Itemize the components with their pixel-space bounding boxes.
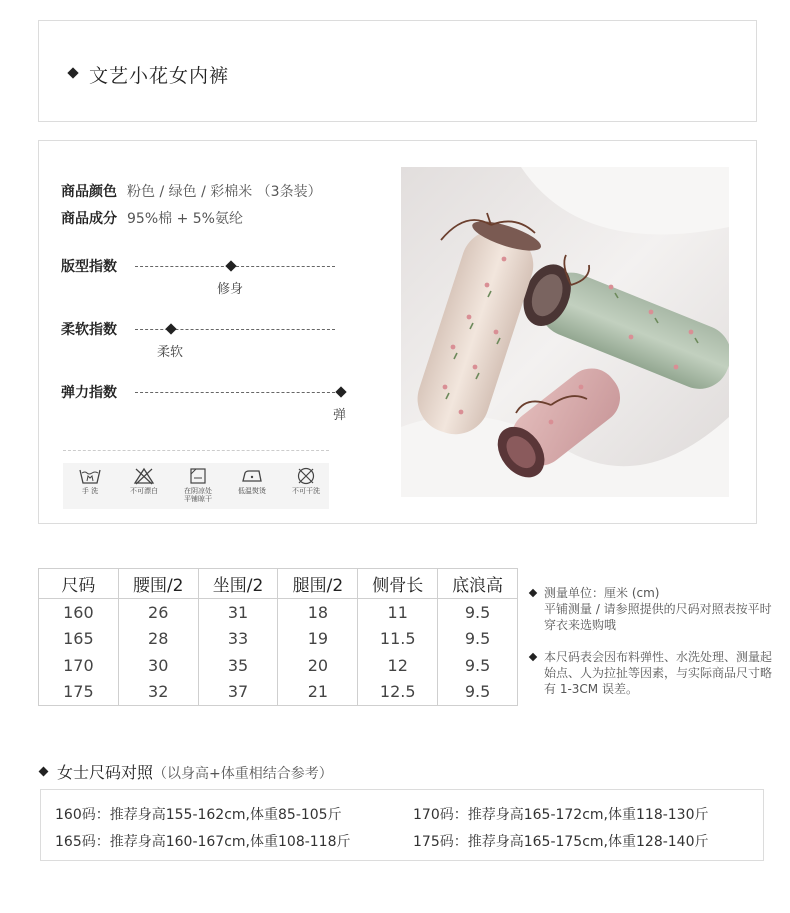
care-caption: 低温熨烫: [238, 487, 266, 495]
care-divider: [63, 450, 329, 451]
table-header-cell: 侧骨长: [358, 569, 438, 599]
table-header-row: [39, 569, 518, 599]
table-cell: 165: [39, 625, 119, 652]
care-no-dry-clean: [283, 467, 329, 495]
table-cell: 30: [118, 652, 198, 679]
table-cell: 12: [358, 652, 438, 679]
table-cell: 19: [278, 625, 358, 652]
table-header-cell: 尺码: [39, 569, 119, 599]
care-caption: 不可干洗: [292, 487, 320, 495]
index-mark-label: 柔软: [157, 345, 184, 360]
table-cell: 37: [198, 679, 278, 706]
reference-item: 175码：推荐身高165-175cm,体重128-140斤: [413, 834, 709, 850]
index-label: 弹力指数: [61, 385, 117, 401]
note-item: [530, 649, 780, 697]
reference-hint: （以身高+体重相结合参考）: [153, 766, 333, 782]
attr-color-row: [61, 181, 322, 201]
table-cell: 11.5: [358, 625, 438, 652]
table-cell: 18: [278, 599, 358, 626]
table-row: [39, 599, 518, 626]
table-cell: 9.5: [464, 655, 491, 675]
index-mark-label: 弹: [333, 408, 347, 423]
table-cell: 35: [198, 652, 278, 679]
table-cell: 9.5: [464, 682, 491, 702]
table-row: [39, 625, 518, 652]
hand-wash-icon: [79, 467, 101, 485]
attr-material-row: [61, 208, 243, 228]
dry-flat-shade-icon: [187, 467, 209, 485]
size-reference-title: [40, 760, 333, 783]
note-text: 测量单位：厘米 (cm) 平铺测量 / 请参照提供的尺码对照表按平时穿衣来选购哦: [544, 586, 772, 632]
table-cell: 9.5: [464, 602, 491, 622]
size-reference-box: [40, 789, 764, 861]
index-marker-icon: [165, 323, 176, 334]
index-marker-icon: [225, 260, 236, 271]
attr-value: 95%棉 + 5%氨纶: [127, 211, 243, 227]
care-caption: 手 洗: [81, 487, 99, 495]
table-cell: 9.5: [464, 629, 491, 649]
care-low-iron: [229, 467, 275, 495]
product-title: 文艺小花女内裤: [89, 65, 230, 87]
note-item: [530, 585, 780, 633]
note-diamond-icon: [529, 589, 537, 597]
title-box: [38, 20, 757, 122]
care-caption: 不可漂白: [130, 487, 158, 495]
table-cell: 33: [198, 625, 278, 652]
table-cell: 28: [118, 625, 198, 652]
low-iron-icon: [240, 467, 264, 485]
attr-label: 商品颜色: [61, 184, 117, 200]
no-bleach-icon: [133, 467, 155, 485]
index-scale-line: [135, 392, 335, 393]
reference-item: 170码：推荐身高165-172cm,体重118-130斤: [413, 807, 709, 823]
size-table: [38, 568, 518, 706]
table-header-cell: 坐围/2: [198, 569, 278, 599]
table-row: [39, 679, 518, 706]
section-diamond-icon: [39, 767, 49, 777]
table-cell: 11: [358, 599, 438, 626]
table-cell: 31: [198, 599, 278, 626]
product-photo: [401, 167, 729, 497]
reference-title: 女士尺码对照: [57, 763, 154, 782]
table-row: [39, 652, 518, 679]
table-header-cell: 腿围/2: [278, 569, 358, 599]
table-cell: 170: [39, 652, 119, 679]
no-dry-clean-icon: [295, 467, 317, 485]
product-info-box: [38, 140, 757, 524]
attr-label: 商品成分: [61, 211, 117, 227]
title-diamond-icon: [67, 67, 78, 78]
care-hand-wash: [67, 467, 113, 495]
size-notes: [530, 585, 780, 713]
table-cell: 21: [278, 679, 358, 706]
table-cell: 160: [39, 599, 119, 626]
table-cell: 175: [39, 679, 119, 706]
index-marker-icon: [335, 386, 346, 397]
reference-item: 165码：推荐身高160-167cm,体重108-118斤: [55, 834, 351, 850]
reference-item: 160码：推荐身高155-162cm,体重85-105斤: [55, 807, 342, 823]
table-cell: 20: [278, 652, 358, 679]
table-cell: 26: [118, 599, 198, 626]
index-mark-label: 修身: [217, 282, 244, 297]
note-diamond-icon: [529, 653, 537, 661]
care-no-bleach: [121, 467, 167, 495]
index-label: 版型指数: [61, 259, 117, 275]
table-header-cell: 底浪高: [438, 569, 518, 599]
table-cell: 12.5: [358, 679, 438, 706]
table-cell: 32: [118, 679, 198, 706]
care-caption: 在阴凉处 平铺晾干: [184, 487, 212, 503]
attr-value: 粉色 / 绿色 / 彩棉米 （3条装）: [127, 184, 322, 200]
care-dry-flat-shade: [175, 467, 221, 503]
care-instructions: [63, 463, 329, 509]
table-header-cell: 腰围/2: [118, 569, 198, 599]
index-label: 柔软指数: [61, 322, 117, 338]
note-text: 本尺码表会因布料弹性、水洗处理、测量起始点、人为拉扯等因素，与实际商品尺寸略有 1-3CM 误差。: [544, 650, 773, 696]
